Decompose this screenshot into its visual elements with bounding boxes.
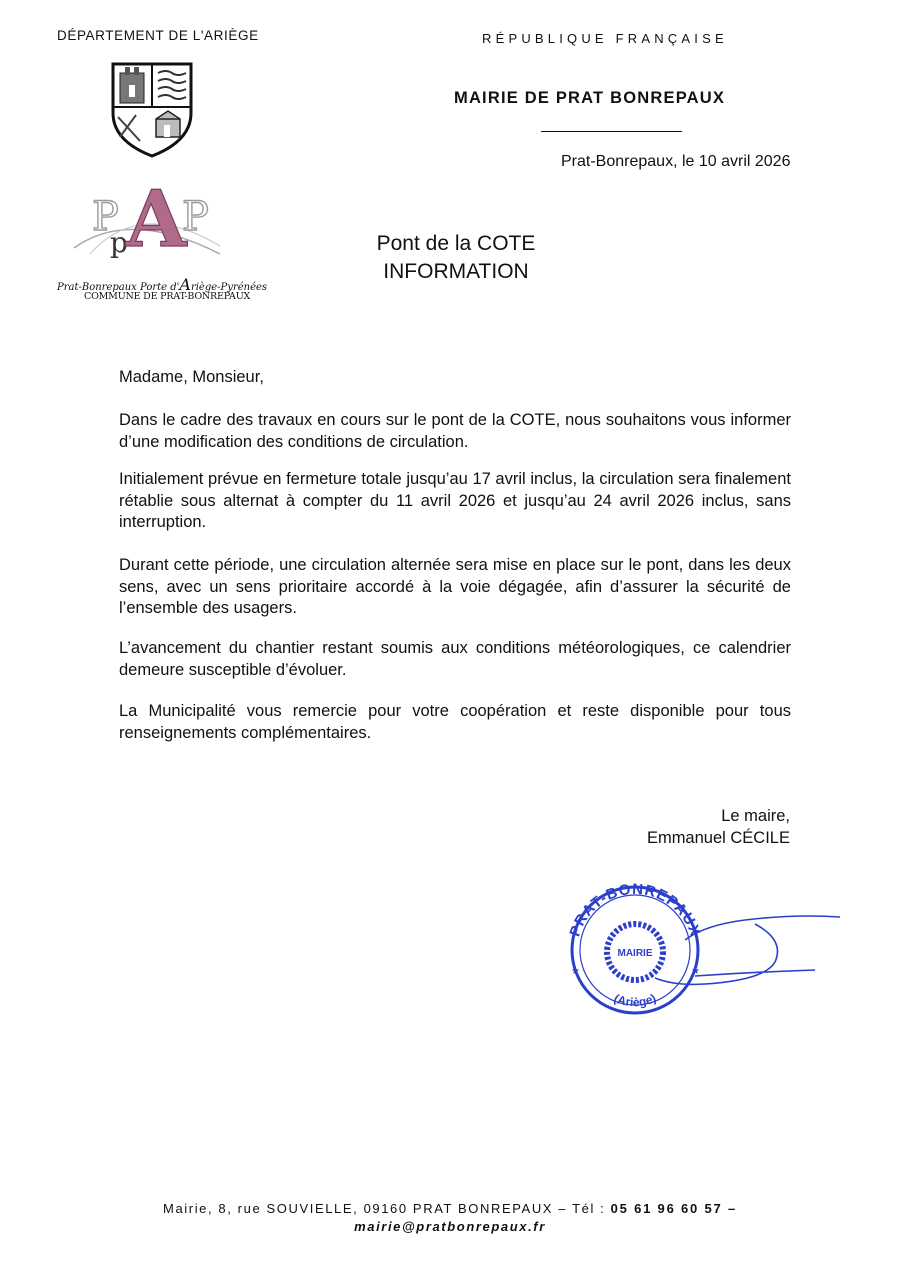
signature-name: Emmanuel CÉCILE [646,829,790,847]
signature-block [560,805,790,849]
paragraph: Dans le cadre des travaux en cours sur le pont de la COTE, nous souhaitons vous informer d’une modification des conditions de circulation. [119,411,791,451]
pap-logo-letter-p-small: p [110,226,128,259]
stamp-center-text: MAIRIE [617,948,653,959]
pap-logo [70,168,230,273]
pap-logo-letter-p-left: P [92,194,119,240]
stamp-star-left: ★ [571,966,580,977]
pap-logo-letter-a: A [126,174,187,265]
mairie-title: MAIRIE DE PRAT BONREPAUX [454,89,726,107]
logo-tagline-prefix: Prat-Bonrepaux Porte d' [57,282,180,293]
footer-email[interactable]: mairie@pratbonrepaux.fr [354,1219,546,1234]
paragraph: L’avancement du chantier restant soumis aux conditions météorologiques, ce calendrier demeure susceptible d’évoluer. [119,639,791,679]
stamp-top-text: PRAT-BONREPAUX [566,880,704,939]
official-stamp [555,880,845,1015]
paragraph: La Municipalité vous remercie pour votre coopération et reste disponible pour tous renseignements complémentaires. [119,702,791,742]
footer-phone: 05 61 96 60 57 – [610,1201,737,1216]
pap-logo-letter-p-right: P [182,194,209,240]
paragraph: Initialement prévue en fermeture totale jusqu’au 17 avril inclus, la circulation sera finalement rétablie sous alternat à compter du 11 avril 2026 et jusqu’au 24 avril 2026 inclus, sans interruption. [119,470,791,531]
coat-of-arms-icon [110,61,194,159]
footer-address: Mairie, 8, rue SOUVIELLE, 09160 PRAT BONREPAUX – Tél : [163,1201,611,1216]
department-name: DÉPARTEMENT DE L'ARIÈGE [57,28,259,43]
logo-tagline-a: A [179,275,191,294]
place-date: Prat-Bonrepaux, le 10 avril 2026 [561,153,791,170]
stamp-star-right: ★ [691,966,700,977]
footer [0,1200,900,1236]
paragraph: Durant cette période, une circulation alternée sera mise en place sur le pont, dans les deux sens, avec un sens prioritaire accordé à la voie dégagée, afin d’assurer la sécurité de l’ensemble des usagers. [119,556,791,617]
salutation: Madame, Monsieur, [119,368,264,386]
signature-title: Le maire, [721,807,790,825]
subject-block [300,230,612,286]
logo-tagline-suffix: riège-Pyrénées [190,282,268,293]
title-divider [541,131,682,132]
subject-line-2: INFORMATION [383,260,529,283]
logo-commune: COMMUNE DE PRAT-BONREPAUX [84,291,251,302]
subject-line-1: Pont de la COTE [376,232,536,255]
stamp-bottom-text: (Ariège) [611,991,659,1010]
republic-label: RÉPUBLIQUE FRANÇAISE [482,31,728,46]
footer-address-line [0,1200,900,1218]
